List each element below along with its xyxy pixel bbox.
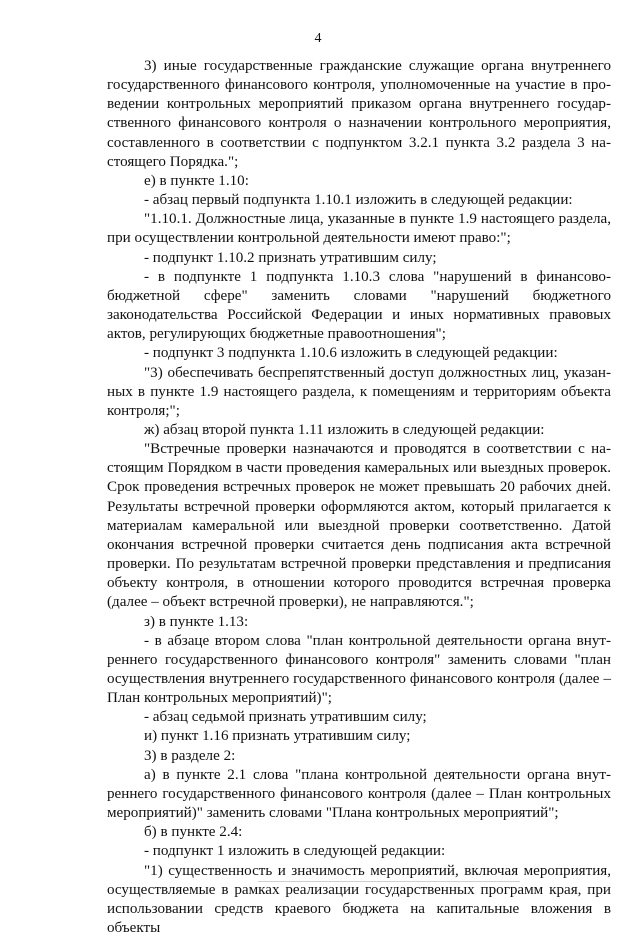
document-body (107, 57, 611, 938)
paragraph-civil-servants: 3) иные государственные гражданские служащие органа внутреннего государственного финансового контроля, уполномоченные на участие в проведении контрольных мероприятий приказом органа внутреннего государственного финансового контроля о назначении контрольного мероприятия, составленного в соответствии с подпунктом 3.2.1 пункта 3.2 раздела 3 настоящего Порядка."; (107, 58, 611, 170)
paragraph-subitem-1-text: "1) существенность и значимость мероприятий, включая мероприятия, осуществляемые в рамках реализации государственных программ края, при использовании средств краевого бюджета на капитальные вложения в объекты (107, 862, 611, 937)
paragraph-seventh-abzats: - абзац седьмой признать утратившим силу; (144, 709, 427, 726)
paragraph-item-i: и) пункт 1.16 признать утратившим силу; (144, 728, 411, 745)
paragraph-1-10-1-text: "1.10.1. Должностные лица, указанные в пункте 1.9 настоящего раздела, при осуществлении контрольной деятельности имеют право:"; (107, 211, 611, 247)
paragraph-1-10-1-intro: - абзац первый подпункта 1.10.1 изложить в следующей редакции: (144, 192, 573, 209)
paragraph-1-10-2: - подпункт 1.10.2 признать утратившим силу; (144, 249, 437, 266)
paragraph-2-1: а) в пункте 2.1 слова "плана контрольной деятельности органа внутреннего государственного финансового контроля (далее – План контрольных мероприятий)" заменить словами "Плана контрольных мероприятий"; (107, 766, 611, 822)
paragraph-1-10-6-text: "3) обеспечивать беспрепятственный доступ должностных лиц, указанных в пункте 1.9 настоящего раздела, к помещениям и территориям объекта контроля;"; (107, 364, 611, 419)
paragraph-counter-checks: "Встречные проверки назначаются и проводятся в соответствии с настоящим Порядком в части проведения камеральных или выездных проверок. Срок проведения встречных проверок не может превышать 20 рабочих дней. Результаты встречной проверки оформляются актом, который прилагается к материалам камеральной или выездной проверки соответственно. Датой окончания встречной проверки считается день подписания акта встречной проверки. По результатам встречной проверки представления и предписания объекту контроля, в отношении которого проводится встречная проверка (далее – объект встречной проверки), не направляются."; (107, 441, 611, 611)
paragraph-item-e: е) в пункте 1.10: (144, 172, 249, 189)
paragraph-control-plan: - в абзаце втором слова "план контрольной деятельности органа внутреннего государственного финансового контроля" заменить словами "план осуществления внутреннего государственного финансового контроля (далее – План контрольных мероприятий)"; (107, 632, 611, 707)
page-number: 4 (314, 31, 322, 46)
paragraph-section-2: 3) в разделе 2: (144, 747, 236, 764)
paragraph-2-4: б) в пункте 2.4: (144, 824, 243, 841)
footer-divider (258, 881, 520, 882)
paragraph-1-10-6-intro: - подпункт 3 подпункта 1.10.6 изложить в следующей редакции: (144, 345, 558, 362)
paragraph-item-z: з) в пункте 1.13: (144, 613, 249, 630)
paragraph-item-zh: ж) абзац второй пункта 1.11 изложить в следующей редакции: (144, 421, 545, 438)
paragraph-1-10-3: - в подпункте 1 подпункта 1.10.3 слова "нарушений в финансово-бюджетной сфере" заменить словами "нарушений бюджетного законодательства Российской Федерации и иных нормативных правовых актов, регулирующих бюджетные правоотношения"; (107, 268, 611, 343)
paragraph-subitem-1-intro: - подпункт 1 изложить в следующей редакции: (144, 843, 446, 860)
